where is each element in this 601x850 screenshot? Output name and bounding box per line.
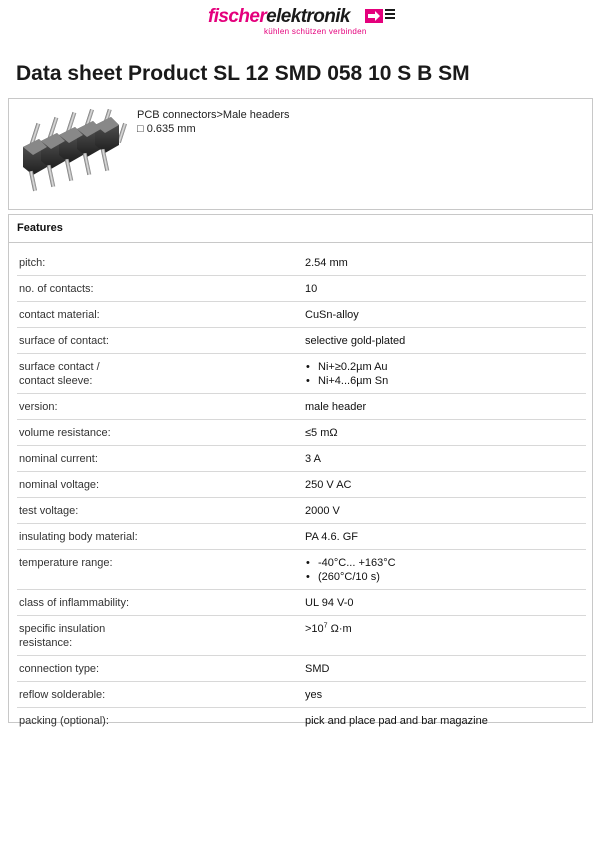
- product-info: [137, 108, 290, 136]
- row-value: PA 4.6. GF: [303, 524, 586, 550]
- row-key: insulating body material:: [17, 524, 303, 550]
- table-row: [17, 708, 586, 734]
- features-title: Features: [17, 222, 63, 234]
- product-image: [15, 109, 135, 199]
- row-key: no. of contacts:: [17, 276, 303, 302]
- list-item: • (260°C/10 s): [305, 570, 584, 584]
- row-key: version:: [17, 394, 303, 420]
- divider: [9, 242, 592, 243]
- value-unit: Ω·m: [327, 623, 352, 635]
- row-key-line: resistance:: [19, 637, 73, 649]
- row-key: class of inflammability:: [17, 590, 303, 616]
- table-row: [17, 276, 586, 302]
- row-key: temperature range:: [17, 550, 303, 590]
- features-section: [8, 214, 593, 727]
- features-table: [17, 250, 586, 733]
- table-row: [17, 472, 586, 498]
- table-row: [17, 682, 586, 708]
- table-row: [17, 524, 586, 550]
- table-row: [17, 420, 586, 446]
- row-value: selective gold-plated: [303, 328, 586, 354]
- row-key: pitch:: [17, 250, 303, 276]
- row-value: [303, 354, 586, 394]
- product-category: PCB connectors>Male headers: [137, 109, 290, 121]
- row-value: [303, 616, 586, 656]
- row-value: [303, 550, 586, 590]
- row-key-line: contact sleeve:: [19, 375, 93, 387]
- row-key: volume resistance:: [17, 420, 303, 446]
- table-row: [17, 498, 586, 524]
- brand-logo: [208, 6, 398, 38]
- row-key: reflow solderable:: [17, 682, 303, 708]
- table-row: [17, 250, 586, 276]
- row-key: surface of contact:: [17, 328, 303, 354]
- table-row: [17, 354, 586, 394]
- row-key: connection type:: [17, 656, 303, 682]
- table-row: [17, 394, 586, 420]
- list-item: • Ni+≥0.2µm Au: [305, 360, 584, 374]
- value-list: [305, 360, 584, 388]
- row-value: 250 V AC: [303, 472, 586, 498]
- page-title: Data sheet Product SL 12 SMD 058 10 S B SM: [16, 62, 470, 85]
- list-item: • -40°C... +163°C: [305, 556, 584, 570]
- row-key: contact material:: [17, 302, 303, 328]
- row-key-line: specific insulation: [19, 623, 106, 635]
- row-value: ≤5 mΩ: [303, 420, 586, 446]
- table-row: [17, 328, 586, 354]
- row-value: SMD: [303, 656, 586, 682]
- product-summary: [8, 98, 593, 210]
- row-value: CuSn-alloy: [303, 302, 586, 328]
- table-row: [17, 656, 586, 682]
- table-row: [17, 616, 586, 656]
- row-value: 3 A: [303, 446, 586, 472]
- logo-arrow-icon: [365, 9, 383, 23]
- row-value: 2.54 mm: [303, 250, 586, 276]
- value-base: >10: [305, 623, 324, 635]
- row-value: yes: [303, 682, 586, 708]
- logo-lines-icon: [385, 9, 395, 23]
- list-item: • Ni+4...6µm Sn: [305, 374, 584, 388]
- logo-part-elektronik: elektronik: [266, 6, 350, 27]
- row-value: 10: [303, 276, 586, 302]
- row-value: pick and place pad and bar magazine: [305, 715, 488, 727]
- table-row: [17, 590, 586, 616]
- row-key: test voltage:: [17, 498, 303, 524]
- row-key: nominal voltage:: [17, 472, 303, 498]
- row-key: packing (optional):: [19, 715, 109, 727]
- value-exponent: 7: [323, 622, 328, 630]
- row-key: nominal current:: [17, 446, 303, 472]
- logo-tagline: kühlen schützen verbinden: [264, 27, 367, 36]
- logo-part-fischer: fischer: [208, 6, 267, 27]
- row-key-line: surface contact /: [19, 361, 100, 373]
- row-value: male header: [303, 394, 586, 420]
- row-value: UL 94 V-0: [303, 590, 586, 616]
- table-row: [17, 446, 586, 472]
- row-key: [17, 616, 303, 656]
- row-key: [17, 354, 303, 394]
- product-dimension: □ 0.635 mm: [137, 123, 196, 135]
- table-row: [17, 302, 586, 328]
- row-value: 2000 V: [303, 498, 586, 524]
- table-row: [17, 550, 586, 590]
- value-list: [305, 556, 584, 584]
- logo-wordmark: [208, 6, 350, 28]
